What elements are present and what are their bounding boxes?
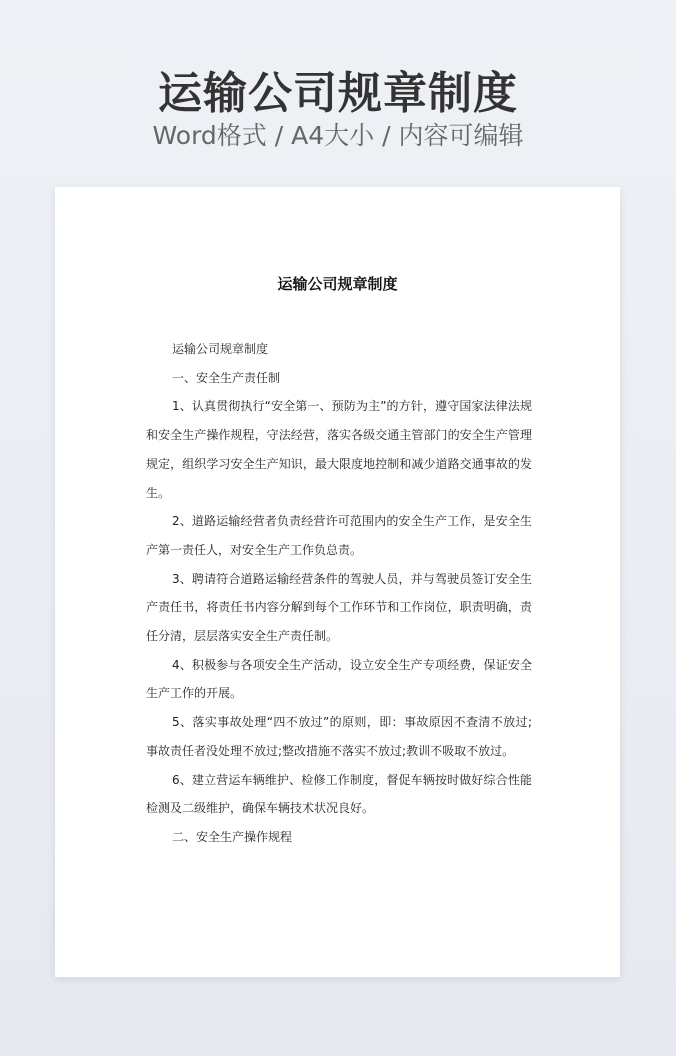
banner-title: 运输公司规章制度 bbox=[158, 68, 518, 119]
paragraph-item-2: 2、道路运输经营者负责经营许可范围内的安全生产工作，是安全生产第一责任人，对安全生产工作负总责。 bbox=[146, 514, 532, 557]
document-body bbox=[146, 335, 532, 852]
paragraph-item-5: 5、落实事故处理“四不放过”的原则，即：事故原因不查清不放过;事故责任者没处理不放过;整改措施不落实不放过;教训不吸取不放过。 bbox=[146, 715, 532, 758]
banner-subtitle: Word格式 / A4大小 / 内容可编辑 bbox=[152, 121, 524, 150]
section-heading-2: 二、安全生产操作规程 bbox=[172, 829, 293, 844]
paragraph-item-3: 3、聘请符合道路运输经营条件的驾驶人员，并与驾驶员签订安全生产责任书，将责任书内容分解到每个工作环节和工作岗位，职责明确，责任分清，层层落实安全生产责任制。 bbox=[146, 571, 532, 644]
document-title: 运输公司规章制度 bbox=[277, 275, 398, 293]
document-page bbox=[55, 187, 620, 977]
paragraph-item-1: 1、认真贯彻执行“安全第一、预防为主”的方针，遵守国家法律法规和安全生产操作规程，守法经营，落实各级交通主管部门的安全生产管理规定，组织学习安全生产知识，最大限度地控制和减少道路交通事故的发生。 bbox=[146, 399, 532, 500]
section-heading-1: 一、安全生产责任制 bbox=[172, 370, 281, 385]
paragraph-item-4: 4、积极参与各项安全生产活动，设立安全生产专项经费，保证安全生产工作的开展。 bbox=[146, 657, 532, 701]
paragraph-item-6: 6、建立营运车辆维护、检修工作制度，督促车辆按时做好综合性能检测及二级维护，确保车辆技术状况良好。 bbox=[146, 772, 532, 816]
paragraph-doc-name: 运输公司规章制度 bbox=[172, 342, 269, 356]
